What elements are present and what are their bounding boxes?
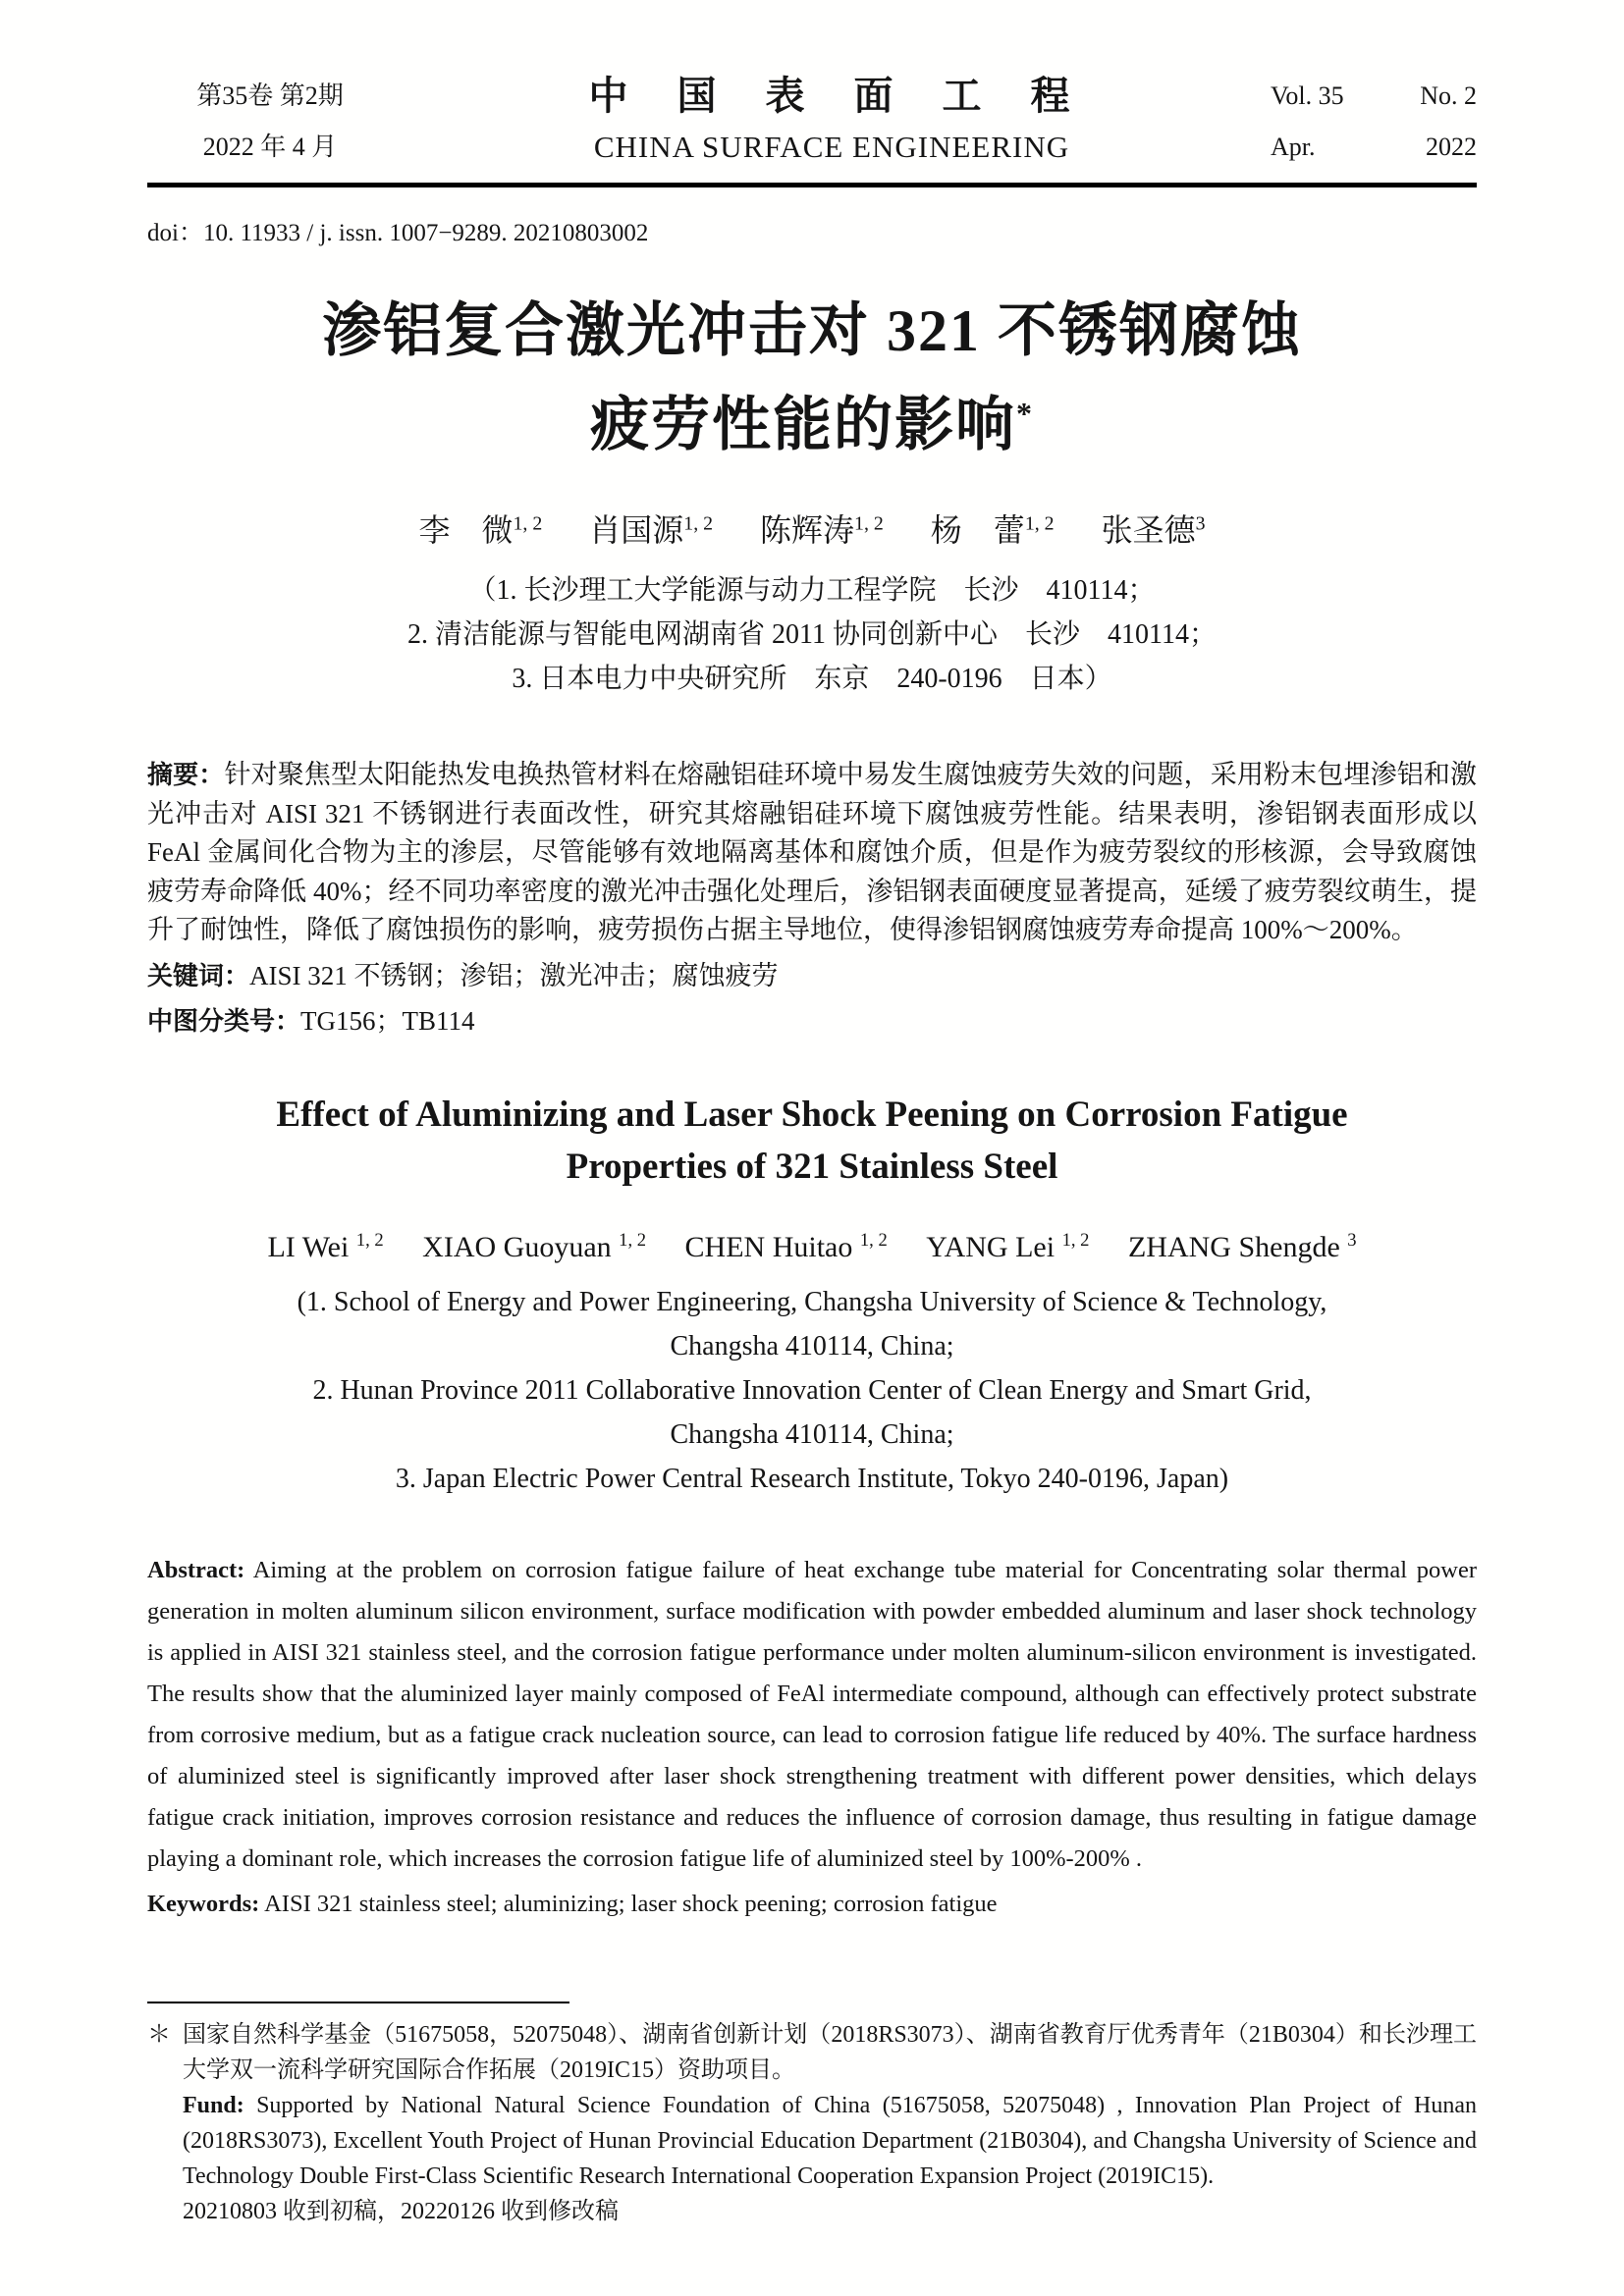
abstract-text-en: Aiming at the problem on corrosion fatigue failure of heat exchange tube material for Concentrating solar thermal power generation in molten aluminum silicon environment, surface modification with powder embedded aluminum and laser shock technology is applied in AISI 321 stainless steel, and the corrosion fatigue performance under molten aluminum-silicon environment is investigated. The results show that the aluminized layer mainly composed of FeAl intermediate compound, although can effectively protect substrate from corrosive medium, but as a fatigue crack nucleation source, can lead to corrosion fatigue life reduced by 40%. The surface hardness of aluminized steel is significantly improved after laser shock strengthening treatment with different power densities, which delays fatigue crack initiation, improves corrosion resistance and reduces the influence of corrosion damage, thus resulting in fatigue damage playing a dominant role, which increases the corrosion fatigue life of aluminized steel by 100%-200% . bbox=[147, 1556, 1477, 1872]
footnote-marker: ＊ bbox=[147, 2022, 171, 2048]
footnote-divider bbox=[147, 2002, 569, 2003]
paper-title-en bbox=[147, 1089, 1477, 1193]
author-cn bbox=[419, 512, 543, 548]
affiliation-en-line: 3. Japan Electric Power Central Research Institute, Tokyo 240-0196, Japan) bbox=[395, 1463, 1229, 1494]
author-en bbox=[422, 1231, 646, 1263]
clc-number bbox=[147, 1002, 1477, 1041]
author-cn-name: 肖国源 bbox=[589, 512, 684, 548]
journal-title-en: CHINA SURFACE ENGINEERING bbox=[593, 130, 1070, 164]
author-en bbox=[926, 1231, 1089, 1263]
abstract-cn bbox=[147, 756, 1477, 950]
author-en bbox=[685, 1231, 888, 1263]
author-en-name: XIAO Guoyuan bbox=[422, 1230, 612, 1263]
paper-title-cn bbox=[147, 290, 1477, 466]
journal-header bbox=[147, 71, 1477, 173]
year-en: 2022 bbox=[1426, 133, 1477, 161]
affiliation-en-line: (1. School of Energy and Power Engineering, Changsha University of Science & Technology, bbox=[297, 1286, 1327, 1317]
affiliations-cn bbox=[147, 568, 1477, 701]
author-en-name: LI Wei bbox=[267, 1230, 350, 1263]
month-en: Apr. bbox=[1271, 133, 1316, 161]
paper-title-en-line1: Effect of Aluminizing and Laser Shock Peening on Corrosion Fatigue bbox=[276, 1094, 1348, 1135]
journal-title-block bbox=[393, 71, 1271, 173]
abstract-label-en: Abstract: bbox=[147, 1556, 245, 1583]
affiliations-en bbox=[147, 1280, 1477, 1501]
keywords-text-en: AISI 321 stainless steel; aluminizing; laser shock peening; corrosion fatigue bbox=[259, 1890, 998, 1917]
author-en-affil-sup: 1, 2 bbox=[1061, 1229, 1090, 1251]
affiliation-en-line: 2. Hunan Province 2011 Collaborative Innovation Center of Clean Energy and Smart Grid, bbox=[312, 1374, 1312, 1406]
funding-note-cn bbox=[147, 2017, 1477, 2088]
author-cn-affil-sup: 1, 2 bbox=[513, 512, 543, 535]
author-cn-name: 陈辉涛 bbox=[760, 512, 855, 548]
clc-label: 中图分类号： bbox=[147, 1006, 301, 1036]
funding-note-cn-text: 国家自然科学基金（51675058，52075048）、湖南省创新计划（2018RS3073）、湖南省教育厅优秀青年（21B0304）和长沙理工大学双一流科学研究国际合作拓展（2019IC15）资助项目。 bbox=[183, 2022, 1477, 2083]
keywords-en bbox=[147, 1884, 1477, 1925]
paper-title-cn-line2: 疲劳性能的影响 bbox=[590, 393, 1016, 457]
author-cn-affil-sup: 1, 2 bbox=[683, 512, 714, 535]
issue-date-cn: 2022 年 4 月 bbox=[202, 133, 338, 161]
keywords-label-en: Keywords: bbox=[147, 1890, 260, 1917]
author-cn bbox=[760, 512, 884, 548]
paper-title-en-line2: Properties of 321 Stainless Steel bbox=[566, 1146, 1058, 1187]
header-rule bbox=[147, 183, 1477, 187]
funding-note-en bbox=[147, 2088, 1477, 2194]
abstract-en bbox=[147, 1550, 1477, 1880]
journal-title-cn: 中 国 表 面 工 程 bbox=[588, 74, 1075, 118]
author-en-name: YANG Lei bbox=[926, 1230, 1056, 1263]
fund-text: Supported by National Natural Science Foundation of China (51675058, 52075048) , Innovation Plan Project of Hunan (2018RS3073), Excellent Youth Project of Hunan Provincial Education Department (21B0304), and Changsha University of Science and Technology Double First-Class Scientific Research International Cooperation Expansion Project (2019IC15). bbox=[183, 2093, 1477, 2189]
issue-en: No. 2 bbox=[1420, 81, 1477, 110]
author-cn-name: 李 微 bbox=[418, 512, 514, 548]
volume-row-en bbox=[1271, 71, 1477, 122]
affiliation-cn-line: 3. 日本电力中央研究所 东京 240-0196 日本） bbox=[512, 664, 1112, 694]
affiliation-en-line: Changsha 410114, China; bbox=[670, 1330, 954, 1362]
author-en bbox=[1128, 1231, 1357, 1263]
keywords-cn bbox=[147, 957, 1477, 996]
manuscript-dates: 20210803 收到初稿，20220126 收到修改稿 bbox=[183, 2199, 619, 2224]
author-en-affil-sup: 1, 2 bbox=[859, 1229, 888, 1251]
author-cn bbox=[589, 512, 713, 548]
abstract-block-en bbox=[147, 1550, 1477, 1925]
author-cn-affil-sup: 1, 2 bbox=[1024, 512, 1055, 535]
abstract-text-cn: 针对聚焦型太阳能热发电换热管材料在熔融铝硅环境中易发生腐蚀疲劳失效的问题，采用粉末包埋渗铝和激光冲击对 AISI 321 不锈钢进行表面改性，研究其熔融铝硅环境下腐蚀疲劳性能。结果表明，渗铝钢表面形成以 FeAl 金属间化合物为主的渗层，尽管能够有效地隔离基体和腐蚀介质，但是作为疲劳裂纹的形核源，会导致腐蚀疲劳寿命降低 40%；经不同功率密度的激光冲击强化处理后，渗铝钢表面硬度显著提高，延缓了疲劳裂纹萌生，提升了耐蚀性，降低了腐蚀损伤的影响，疲劳损伤占据主导地位，使得渗铝钢腐蚀疲劳寿命提高 100%～200%。 bbox=[147, 760, 1477, 944]
authors-cn bbox=[147, 506, 1477, 551]
journal-volume-issue bbox=[147, 71, 393, 173]
author-cn bbox=[1102, 512, 1206, 548]
author-en-affil-sup: 1, 2 bbox=[355, 1229, 384, 1251]
keywords-text-cn: AISI 321 不锈钢；渗铝；激光冲击；腐蚀疲劳 bbox=[249, 960, 779, 990]
author-en bbox=[267, 1231, 383, 1263]
author-cn-affil-sup: 1, 2 bbox=[854, 512, 884, 535]
author-en-affil-sup: 3 bbox=[1347, 1229, 1357, 1251]
author-en-name: CHEN Huitao bbox=[684, 1230, 853, 1263]
doi-line: doi：10. 11933 / j. issn. 1007−9289. 20210803002 bbox=[147, 220, 649, 246]
date-row-en bbox=[1271, 122, 1477, 173]
author-en-name: ZHANG Shengde bbox=[1127, 1230, 1340, 1263]
author-cn bbox=[931, 512, 1055, 548]
clc-text: TG156；TB114 bbox=[300, 1006, 475, 1036]
paper-title-cn-line1: 渗铝复合激光冲击对 321 不锈钢腐蚀 bbox=[322, 298, 1302, 363]
affiliation-cn-line: （1. 长沙理工大学能源与动力工程学院 长沙 410114； bbox=[468, 575, 1156, 606]
fund-label: Fund: bbox=[183, 2093, 244, 2118]
authors-en bbox=[147, 1230, 1477, 1264]
abstract-label-cn: 摘要： bbox=[147, 760, 225, 789]
journal-volume-issue-en bbox=[1271, 71, 1477, 173]
volume-en: Vol. 35 bbox=[1271, 81, 1344, 110]
author-cn-affil-sup: 3 bbox=[1195, 512, 1206, 535]
author-cn-name: 张圣德 bbox=[1101, 512, 1196, 548]
author-en-affil-sup: 1, 2 bbox=[619, 1229, 647, 1251]
abstract-block-cn bbox=[147, 756, 1477, 1041]
footnote bbox=[147, 2002, 1477, 2229]
affiliation-en-line: Changsha 410114, China; bbox=[670, 1418, 954, 1450]
author-cn-name: 杨 蕾 bbox=[930, 512, 1025, 548]
affiliation-cn-line: 2. 清洁能源与智能电网湖南省 2011 协同创新中心 长沙 410114； bbox=[407, 619, 1217, 650]
keywords-label-cn: 关键词： bbox=[147, 960, 250, 990]
title-footnote-mark: * bbox=[1016, 396, 1034, 431]
volume-issue-cn: 第35卷 第2期 bbox=[196, 81, 344, 110]
